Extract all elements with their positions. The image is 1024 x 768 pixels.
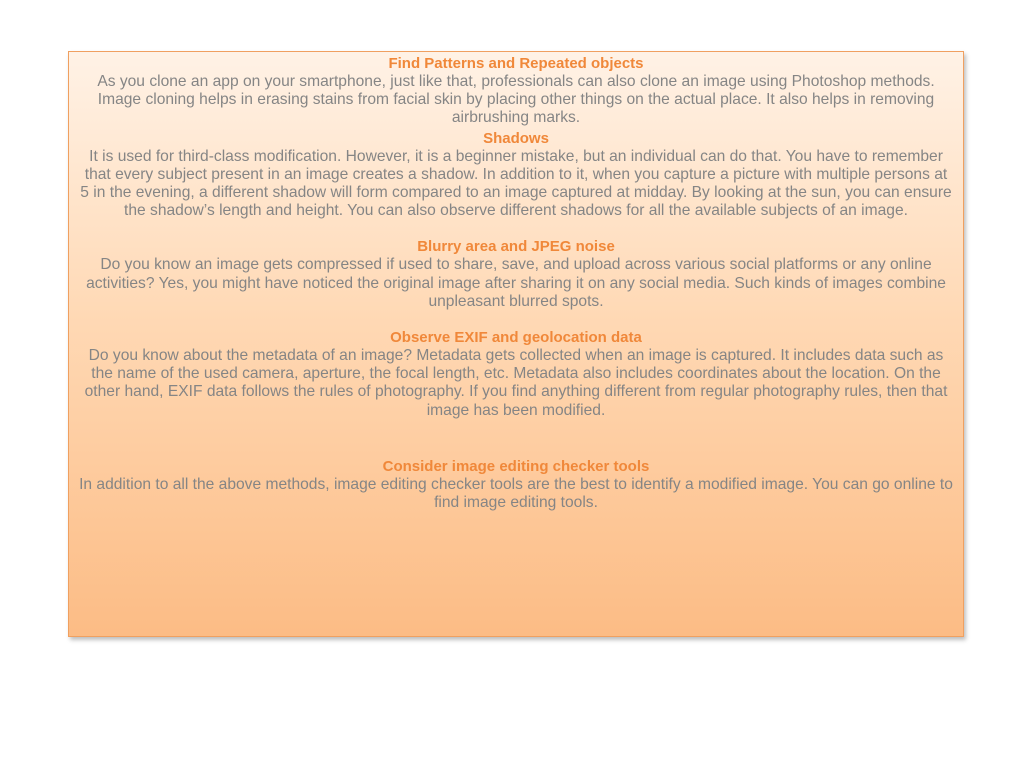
section-body-blurry: Do you know an image gets compressed if used to share, save, and upload across various social platforms or any online activities? Yes, you might have noticed the original image after sharing it on any social media. Such kinds of images combine unpleasant blurred spots. (86, 256, 946, 310)
section-body-shadows: It is used for third-class modification. However, it is a beginner mistake, but an individual can do that. You have to remember that every subject present in an image creates a shadow. In addition to it, when you capture a picture with multiple persons at 5 in the evening, a different shadow will form compared to an image captured at midday. By looking at the sun, you can ensure the shadow’s length and height. You can also observe different shadows for all the available subjects of an image. (80, 147, 952, 220)
content-box (68, 51, 964, 637)
spacer (79, 311, 953, 329)
section-heading-tools: Consider image editing checker tools (382, 457, 650, 475)
spacer (79, 220, 953, 238)
spacer (79, 420, 953, 458)
section-body-tools: In addition to all the above methods, image editing checker tools are the best to identify a modified image. You can go online to find image editing tools. (79, 475, 953, 512)
section-heading-patterns: Find Patterns and Repeated objects (388, 55, 644, 72)
section-body-patterns: As you clone an app on your smartphone, just like that, professionals can also clone an image using Photoshop methods. Image cloning helps in erasing stains from facial skin by placing other things on the actual place. It also helps in removing airbrushing marks. (97, 73, 935, 127)
section-heading-shadows: Shadows (483, 129, 549, 147)
section-heading-blurry: Blurry area and JPEG noise (417, 238, 615, 256)
section-body-exif: Do you know about the metadata of an image? Metadata gets collected when an image is captured. It includes data such as the name of the used camera, aperture, the focal length, etc. Metadata also includes coordinates about the location. On the other hand, EXIF data follows the rules of photography. If you find anything different from regular photography rules, then that image has been modified. (84, 347, 948, 419)
section-heading-exif: Observe EXIF and geolocation data (390, 329, 642, 347)
